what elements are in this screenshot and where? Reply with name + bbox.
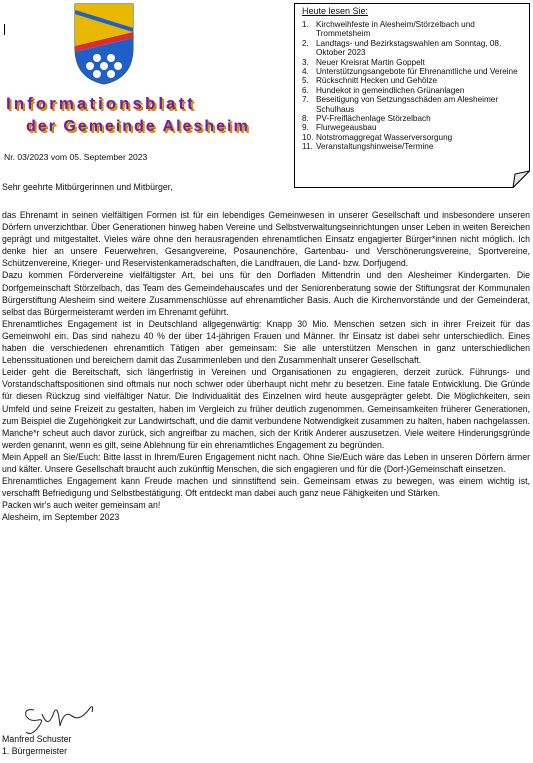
toc-item-number: 1. [302, 20, 309, 29]
paragraph: Mein Appell an Sie/Euch: Bitte lasst in Ihrem/Euren Engagement nicht nach. Ohne Sie/Euch wäre das Leben in unseren Dörfern ärmer und kälter. Unsere Gesellschaft braucht auch zukünftig Menschen, die sich engagieren und für die (Dorf-)Gemeinschaft einsetzen. [2, 451, 530, 474]
toc-item-text: Hundekot in gemeindlichen Grünanlagen [316, 85, 465, 95]
coat-of-arms-icon [73, 2, 135, 86]
toc-item [302, 86, 528, 95]
toc-item-number: 2. [302, 38, 309, 48]
toc-item [302, 67, 528, 76]
paragraph: das Ehrenamt in seinen vielfältigen Formen ist für ein lebendiges Gemeinwesen in unserer Gesellschaft und insbesondere unseren Dörfern unverzichtbar. Über Generationen hinweg haben Vereine und Selbstverwaltungseinrichtungen unser Leben in weiten Bereichen geprägt und mitgestaltet. Vieles wäre ohne den herausragenden ehrenamtlichen Einsatz engagierter Bürger*innen nicht möglich. Ich denke hier an unsere Feuerwehren, Gesangvereine, Posaunenchöre, Gartenbau- und Verschönerungsvereine, Sportvereine, Schützenvereine, Krieger- und Reservistenkameradschaften, die Landfrauen, die Land- bzw. Dorfjugend. [2, 210, 530, 269]
toc-item [302, 123, 528, 132]
toc-item-number: 9. [302, 123, 309, 133]
toc-item [302, 114, 528, 123]
toc-item-number: 5. [302, 76, 309, 86]
signer-name: Manfred Schuster [2, 734, 72, 744]
letter-greeting: Sehr geehrte Mitbürgerinnen und Mitbürger, [2, 182, 173, 192]
issue-number: Nr. 03/2023 vom 05. September 2023 [4, 152, 148, 162]
toc-item-text: Rückschnitt Hecken und Gehölze [316, 76, 438, 86]
newsletter-subtitle: der Gemeinde Alesheim [26, 118, 250, 135]
paragraph: Packen wir's auch weiter gemeinsam an! [2, 500, 161, 511]
toc-list [302, 20, 528, 152]
newsletter-title: Informationsblatt [6, 94, 196, 113]
signer-block [2, 733, 71, 758]
toc-item-number: 11. [302, 142, 313, 152]
paragraph: Leider geht die Bereitschaft, sich längerfristig in Vereinen und Organisationen zu engagieren, derzeit zurück. Führungs- und Vorstandschaftspositionen sind oftmals nur noch schwer oder überhaupt nicht mehr zu besetzen. Eine fatale Entwicklung. Die Gründe für diesen Rückzug sind vielfältiger Natur. Die Individualität des Einzelnen wird heute ausgeprägter gelebt. Die Möglichkeiten, sein Umfeld und seine Freizeit zu gestalten, haben im Vergleich zu früher deutlich zugenommen. Gemeinsamkeiten früherer Generationen, zum Beispiel die Zugehörigkeit zur Landwirtschaft, und die damit verbundene Notwendigkeit zusammen zu halten, haben nachgelassen. Manche*r scheut auch davor zurück, sich angreifbar zu machen, sich der Kritik Anderer auszusetzen. Viele weitere Hinderungsgründe werden genannt, wenn es gilt, seine Ablehnung für ein ehrenamtliches Engagement zu begründen. [2, 367, 530, 450]
toc-item-text: Landtags- und Bezirkstagswahlen am Sonntag, 08. Oktober 2023 [316, 38, 502, 58]
paragraph: Ehrenamtliches Engagement ist in Deutschland allgegenwärtig: Knapp 30 Mio. Menschen setzen sich in ihrer Freizeit für das Gemeinwohl ein. Das sind nahezu 40 % der über 14-jährigen Frauen und Männer. Ihr Einsatz ist dabei sehr unterschiedlich. Eines haben die verschiedenen ehrenamtlich Tätigen aber gemeinsam: Sie alle unterstützen Menschen in ganz unterschiedlichen Lebenssituationen und bereichern damit das Zusammenleben und den Zusammenhalt unserer Gesellschaft. [2, 318, 530, 366]
toc-item [302, 142, 528, 151]
paragraph: Ehrenamtliches Engagement kann Freude machen und sinnstiftend sein. Gemeinsam etwas zu bewegen, was einem wichtig ist, verschafft Befriedigung und Selbstbestätigung. Oft entdeckt man dabei auch ganz neue Fähigkeiten und Stärken. [2, 476, 530, 499]
signer-title: 1. Bürgermeister [2, 746, 68, 757]
toc-item-text: Flurwegeausbau [316, 123, 377, 133]
toc-item-number: 7. [302, 95, 309, 105]
text-cursor [4, 24, 5, 35]
toc-heading: Heute lesen Sie: [302, 6, 369, 16]
toc-item-text: PV-Freiflächenlage Störzelbach [316, 114, 431, 124]
toc-item-text: Beseitigung von Setzungsschäden am Alesheimer Schulhaus [316, 95, 499, 114]
toc-item-text: Kirchweihfeste in Alesheim/Störzelbach und Trommetsheim [316, 20, 475, 39]
table-of-contents [294, 3, 530, 188]
toc-item-text: Notstromaggregat Wasserversorgung [316, 132, 453, 142]
toc-item [302, 58, 528, 67]
toc-item-number: 4. [302, 67, 309, 77]
toc-item [302, 20, 528, 39]
toc-item-text: Veranstaltungshinweise/Termine [316, 142, 434, 152]
toc-item-text: Unterstützungsangebote für Ehrenamtliche und Vereine [316, 67, 518, 77]
toc-item [302, 39, 528, 58]
toc-item [302, 133, 528, 142]
place-date: Alesheim, im September 2023 [2, 512, 120, 523]
toc-item-number: 10. [302, 132, 314, 142]
toc-item [302, 76, 528, 85]
toc-item-number: 6. [302, 85, 309, 95]
toc-item-text: Neuer Kreisrat Martin Goppelt [316, 57, 425, 67]
letter-body [2, 209, 530, 523]
toc-item [302, 95, 528, 114]
paragraph: Dazu kommen Fördervereine vielfältigster Art, bei uns für den Dorfladen Mittendrin und den Alesheimer Kindergarten. Die Dorfgemeinschaft Störzelbach, das Team des Gemeindehauscafes und der Seniorenberatung sowie der Stiftungsrat der Kommunalen Bürgerstiftung Alesheim sind weitere Zusammenschlüsse auf ehrenamtlicher Basis. Auch die Kirchenvorstände und der Gemeinderat, selbst das Bürgermeisteramt werden im Ehrenamt geführt. [2, 270, 530, 317]
toc-item-number: 3. [302, 57, 309, 67]
toc-item-number: 8. [302, 114, 309, 124]
